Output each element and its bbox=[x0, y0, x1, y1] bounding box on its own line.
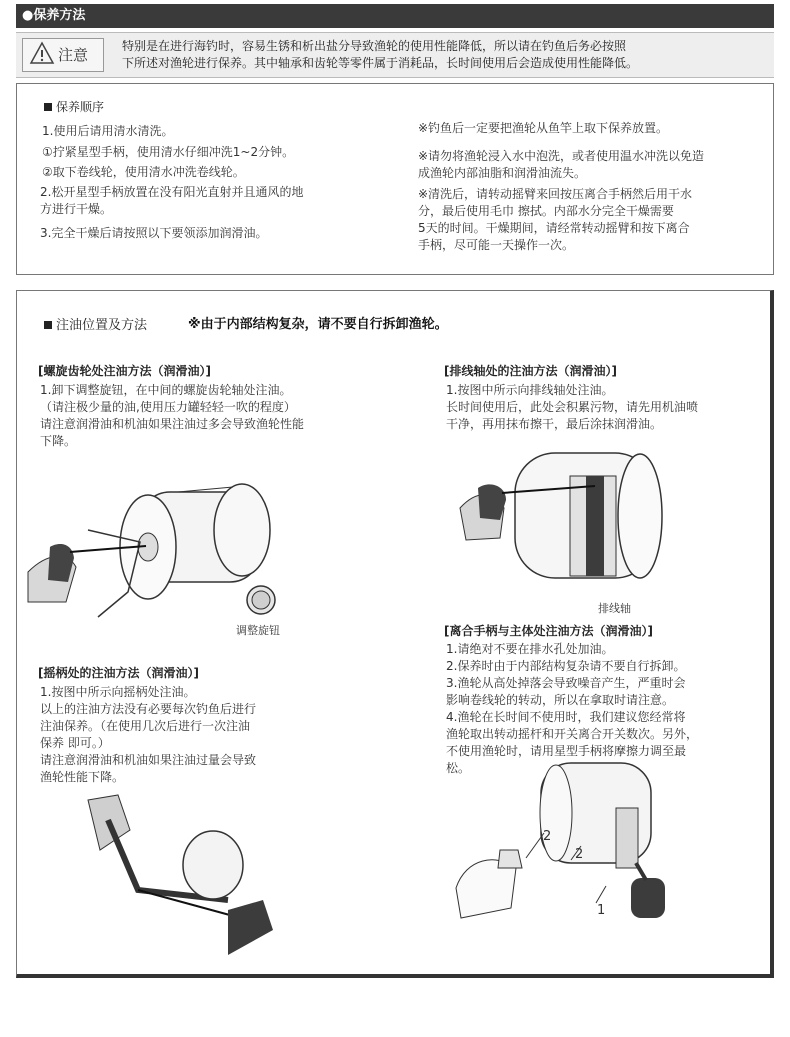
notice-label: 注意 bbox=[58, 46, 89, 64]
caption-adjust-knob: 调整旋钮 bbox=[236, 624, 280, 637]
section-title-handle: [摇柄处的注油方法（润滑油）] bbox=[38, 666, 199, 680]
oiling-title: 注油位置及方法 bbox=[56, 318, 148, 333]
caption-levelwind: 排线轴 bbox=[598, 602, 631, 615]
section-header: ●保养方法 bbox=[16, 4, 774, 28]
handle-illustration bbox=[78, 790, 278, 960]
maintenance-step: 1.使用后请用清水清洗。 bbox=[42, 124, 174, 138]
marker-label: 2 bbox=[575, 847, 584, 862]
maintenance-title-row bbox=[44, 98, 104, 115]
section-text-clutch: 1.请绝对不要在排水孔处加油。 2.保养时由于内部结构复杂请不要自行拆卸。 3.渔轮从高处掉落会导致噪音产生，严重时会 影响卷线轮的转动，所以在拿取时请注意。 4.渔轮在长时间不使用时，我们建议您经常将 渔轮取出转动摇杆和开关离合开关数次。另外， 不使用渔轮时，请用星型手柄将摩擦力调至最 松。 bbox=[446, 642, 699, 775]
maintenance-note: ※请勿将渔轮浸入水中泡洗，或者使用温水冲洗以免造 成渔轮内部油脂和润滑油流失。 bbox=[418, 149, 705, 180]
warning-icon bbox=[30, 42, 54, 64]
section-title-levelwind: [排线轴处的注油方法（润滑油）] bbox=[444, 364, 617, 378]
section-text-handle: 1.按图中所示向摇柄处注油。 以上的注油方法没有必要每次钓鱼后进行 注油保养。（在使用几次后进行一次注油 保养 即可。） 请注意润滑油和机油如果注油过量会导致 渔轮性能下降。 bbox=[40, 685, 257, 784]
clutch-illustration bbox=[456, 758, 686, 928]
square-bullet-icon bbox=[44, 321, 52, 329]
section-title-spiral-gear: [螺旋齿轮处注油方法（润滑油）] bbox=[38, 364, 211, 378]
section-text-levelwind: 1.按图中所示向排线轴处注油。 长时间使用后，此处会积累污物，请先用机油喷 干净，再用抹布擦干，最后涂抹润滑油。 bbox=[446, 383, 699, 431]
maintenance-note: ※钓鱼后一定要把渔轮从鱼竿上取下保养放置。 bbox=[418, 121, 669, 135]
oiling-warning: ※由于内部结构复杂，请不要自行拆卸渔轮。 bbox=[188, 317, 448, 332]
oiling-title-row bbox=[44, 314, 147, 333]
square-bullet-icon bbox=[44, 103, 52, 111]
reel-side-illustration bbox=[28, 472, 278, 622]
marker-label: 1 bbox=[597, 903, 606, 918]
maintenance-title: 保养顺序 bbox=[56, 100, 105, 114]
maintenance-step: ②取下卷线轮，使用清水冲洗卷线轮。 bbox=[42, 165, 245, 179]
maintenance-step: 2.松开星型手柄放置在没有阳光直射并且通风的地 方进行干燥。 bbox=[40, 185, 304, 216]
section-title-clutch: [离合手柄与主体处注油方法（润滑油）] bbox=[444, 624, 653, 638]
section-text-spiral-gear: 1.卸下调整旋钮，在中间的螺旋齿轮轴处注油。 （请注极少量的油,使用压力罐轻轻一吹的程度） 请注意润滑油和机油如果注油过多会导致渔轮性能 下降。 bbox=[40, 383, 305, 448]
reel-front-illustration bbox=[460, 448, 670, 598]
maintenance-step: ①拧紧星型手柄，使用清水仔细冲洗1~2分钟。 bbox=[42, 145, 295, 159]
adjust-knob-icon bbox=[245, 584, 277, 616]
marker-label: 2 bbox=[543, 829, 552, 844]
maintenance-step: 3.完全干燥后请按照以下要领添加润滑油。 bbox=[40, 226, 268, 240]
maintenance-note: ※清洗后，请转动摇臂来回按压离合手柄然后用干水 分，最后使用毛巾 擦拭。内部水分完全干燥需要 5天的时间。干燥期间，请经常转动摇臂和按下离合 手柄，尽可能一天操作一次。 bbox=[418, 187, 693, 252]
notice-text: 特别是在进行海钓时，容易生锈和析出盐分导致渔轮的使用性能降低，所以请在钓鱼后务必按照 下所述对渔轮进行保养。其中轴承和齿轮等零件属于消耗品，长时间使用后会造成使用性能降低。 bbox=[122, 39, 639, 70]
